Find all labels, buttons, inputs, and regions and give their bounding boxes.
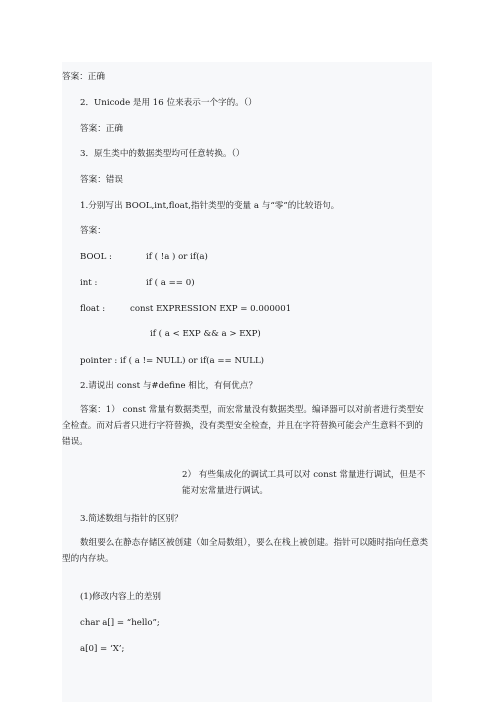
code-line: if ( a < EXP && a > EXP) bbox=[150, 329, 261, 339]
question-line: 3．原生类中的数据类型均可任意转换。（） bbox=[80, 149, 245, 159]
question-line: 3.简述数组与指针的区别？ bbox=[80, 514, 183, 524]
code-line: char a[] = “hello”; bbox=[80, 618, 160, 628]
answer-line: 答案：正确 bbox=[80, 124, 123, 134]
code-type: float : bbox=[80, 304, 106, 314]
code-line: a[0] = ‘X’; bbox=[80, 644, 125, 654]
code-expr: if ( a == 0) bbox=[146, 278, 195, 288]
answer-paragraph: 2） 有些集成化的调试工具可以对 const 常量进行调试，但是不能对宏常量进行调试。 bbox=[182, 470, 426, 496]
code-type: BOOL : bbox=[80, 252, 112, 262]
code-line: pointer : if ( a != NULL) or if(a == NULL) bbox=[80, 356, 265, 366]
subheading: (1)修改内容上的差别 bbox=[80, 592, 161, 602]
answer-line: 答案：正确 bbox=[62, 72, 105, 82]
code-type: int : bbox=[80, 278, 98, 288]
answer-paragraph: 数组要么在静态存储区被创建（如全局数组），要么在栈上被创建。指针可以随时指向任意类型的内存块。 bbox=[62, 538, 429, 564]
code-expr: if ( !a ) or if(a) bbox=[146, 252, 208, 262]
code-line bbox=[62, 304, 450, 315]
question-line: 1.分别写出 BOOL,int,float,指针类型的变量 a 与“零”的比较语句。 bbox=[80, 201, 340, 211]
answer-line: 答案：错误 bbox=[80, 175, 123, 185]
document-page bbox=[62, 62, 432, 702]
code-line bbox=[62, 252, 450, 263]
question-line: 2．Unicode 是用 16 位来表示一个字的。（） bbox=[80, 98, 257, 108]
code-line bbox=[62, 278, 450, 289]
code-expr: const EXPRESSION EXP = 0.000001 bbox=[130, 304, 292, 314]
answer-line: 答案： bbox=[80, 226, 106, 236]
question-line: 2.请说出 const 与#define 相比，有何优点？ bbox=[80, 381, 258, 391]
answer-paragraph: 答案：1） const 常量有数据类型，而宏常量没有数据类型。编译器可以对前者进行类型安全检查。而对后者只进行字符替换，没有类型安全检查，并且在字符替换可能会产生意料不到的错误。 bbox=[62, 405, 424, 447]
